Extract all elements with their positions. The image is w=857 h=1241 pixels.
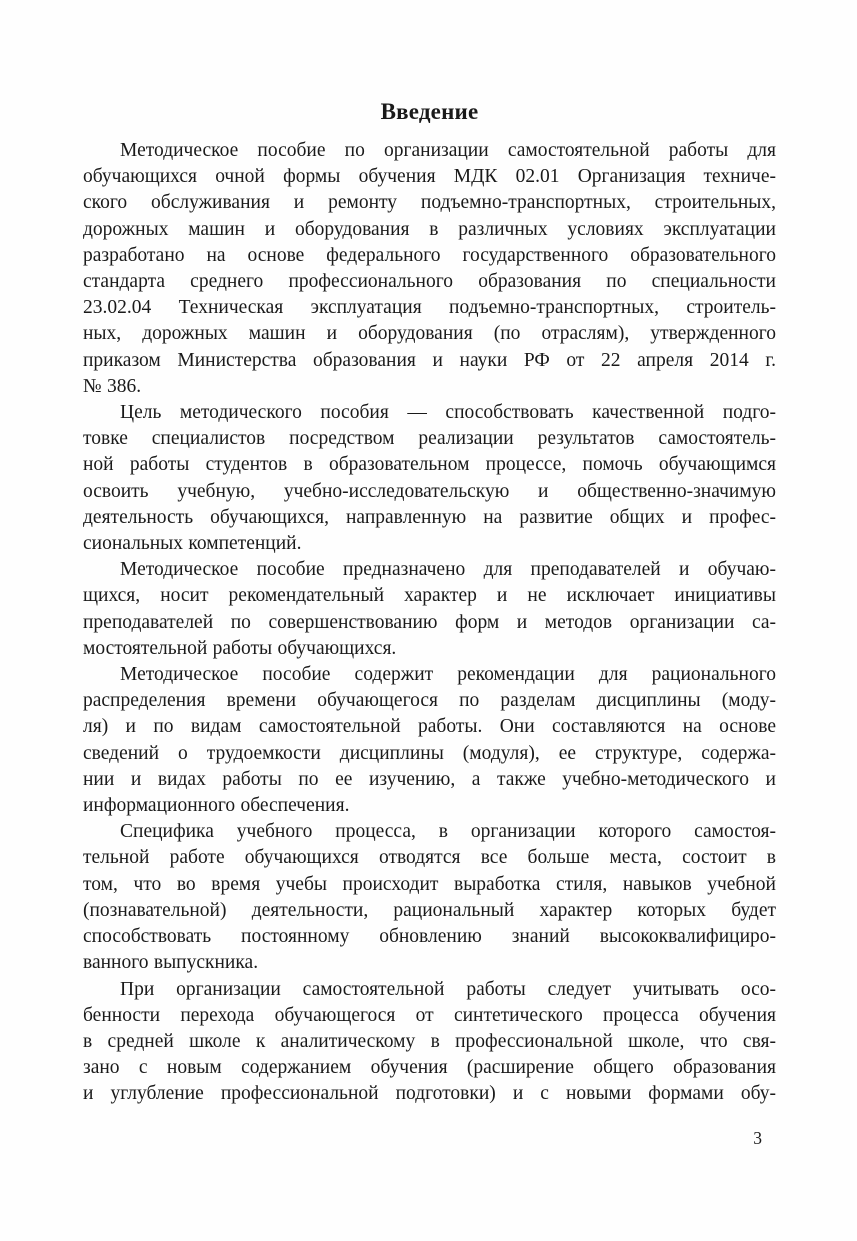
text-line: зано с новым содержанием обучения (расширение общего образования	[83, 1057, 776, 1079]
page-number: 3	[753, 1128, 762, 1148]
text-line: щихся, носит рекомендательный характер и не исключает инициативы	[83, 585, 776, 607]
text-line: освоить учебную, учебно-исследовательскую и общественно-значимую	[83, 480, 776, 502]
text-line: в средней школе к аналитическому в профессиональной школе, что свя-	[83, 1030, 776, 1052]
text-line: дорожных машин и оборудования в различных условиях эксплуатации	[83, 218, 776, 240]
text-line: и углубление профессиональной подготовки) и с новыми формами обу-	[83, 1083, 776, 1105]
text-line: информационного обеспечения.	[83, 795, 350, 817]
text-line: способствовать постоянному обновлению знаний высококвалифициро-	[83, 926, 776, 948]
text-line: распределения времени обучающегося по разделам дисциплины (моду-	[83, 690, 776, 712]
text-line: товке специалистов посредством реализации результатов самостоятель-	[83, 428, 776, 450]
text-line: преподавателей по совершенствованию форм и методов организации са-	[83, 611, 776, 633]
body-text	[83, 138, 776, 1108]
text-line: ского обслуживания и ремонту подъемно-транспортных, строительных,	[83, 192, 776, 214]
text-line: 23.02.04 Техническая эксплуатация подъемно-транспортных, строитель-	[83, 297, 776, 319]
paragraph	[83, 400, 776, 557]
text-line: Методическое пособие по организации самостоятельной работы для	[120, 140, 776, 161]
text-line: мостоятельной работы обучающихся.	[83, 637, 397, 659]
text-line: Специфика учебного процесса, в организации которого самостоя-	[120, 821, 776, 843]
text-line: ных, дорожных машин и оборудования (по отраслям), утвержденного	[83, 323, 776, 345]
text-line: нии и видах работы по ее изучению, а также учебно-методического и	[83, 768, 776, 790]
text-line: ванного выпускника.	[83, 952, 259, 974]
text-line: (познавательной) деятельности, рациональный характер которых будет	[83, 899, 776, 921]
text-line: разработано на основе федерального государственного образовательного	[83, 244, 776, 266]
paragraph	[83, 557, 776, 662]
text-line: тельной работе обучающихся отводятся все больше места, состоит в	[83, 847, 776, 869]
paragraph	[83, 138, 776, 400]
text-line: стандарта среднего профессионального образования по специальности	[83, 271, 776, 293]
text-line: ной работы студентов в образовательном процессе, помочь обучающимся	[83, 454, 776, 476]
text-line: обучающихся очной формы обучения МДК 02.01 Организация техниче-	[83, 166, 776, 188]
text-line: сиональных компетенций.	[83, 533, 302, 555]
text-line: Цель методического пособия — способствовать качественной подго-	[120, 402, 776, 424]
text-line: ля) и по видам самостоятельной работы. Они составляются на основе	[83, 716, 776, 738]
text-line: бенности перехода обучающегося от синтетического процесса обучения	[83, 1004, 776, 1026]
page-title: Введение	[380, 99, 479, 124]
text-line: деятельность обучающихся, направленную на развитие общих и профес-	[83, 506, 776, 528]
paragraph	[83, 977, 776, 1108]
text-line: Методическое пособие содержит рекомендации для рационального	[120, 664, 776, 686]
text-line: № 386.	[83, 375, 142, 397]
text-line: том, что во время учебы происходит выработка стиля, навыков учебной	[83, 873, 776, 895]
paragraph	[83, 662, 776, 819]
paragraph	[83, 819, 776, 976]
text-line: Методическое пособие предназначено для преподавателей и обучаю-	[120, 559, 776, 581]
text-line: приказом Министерства образования и науки РФ от 22 апреля 2014 г.	[83, 349, 776, 371]
text-line: При организации самостоятельной работы следует учитывать осо-	[120, 978, 776, 1000]
text-line: сведений о трудоемкости дисциплины (модуля), ее структуре, содержа-	[83, 742, 776, 764]
